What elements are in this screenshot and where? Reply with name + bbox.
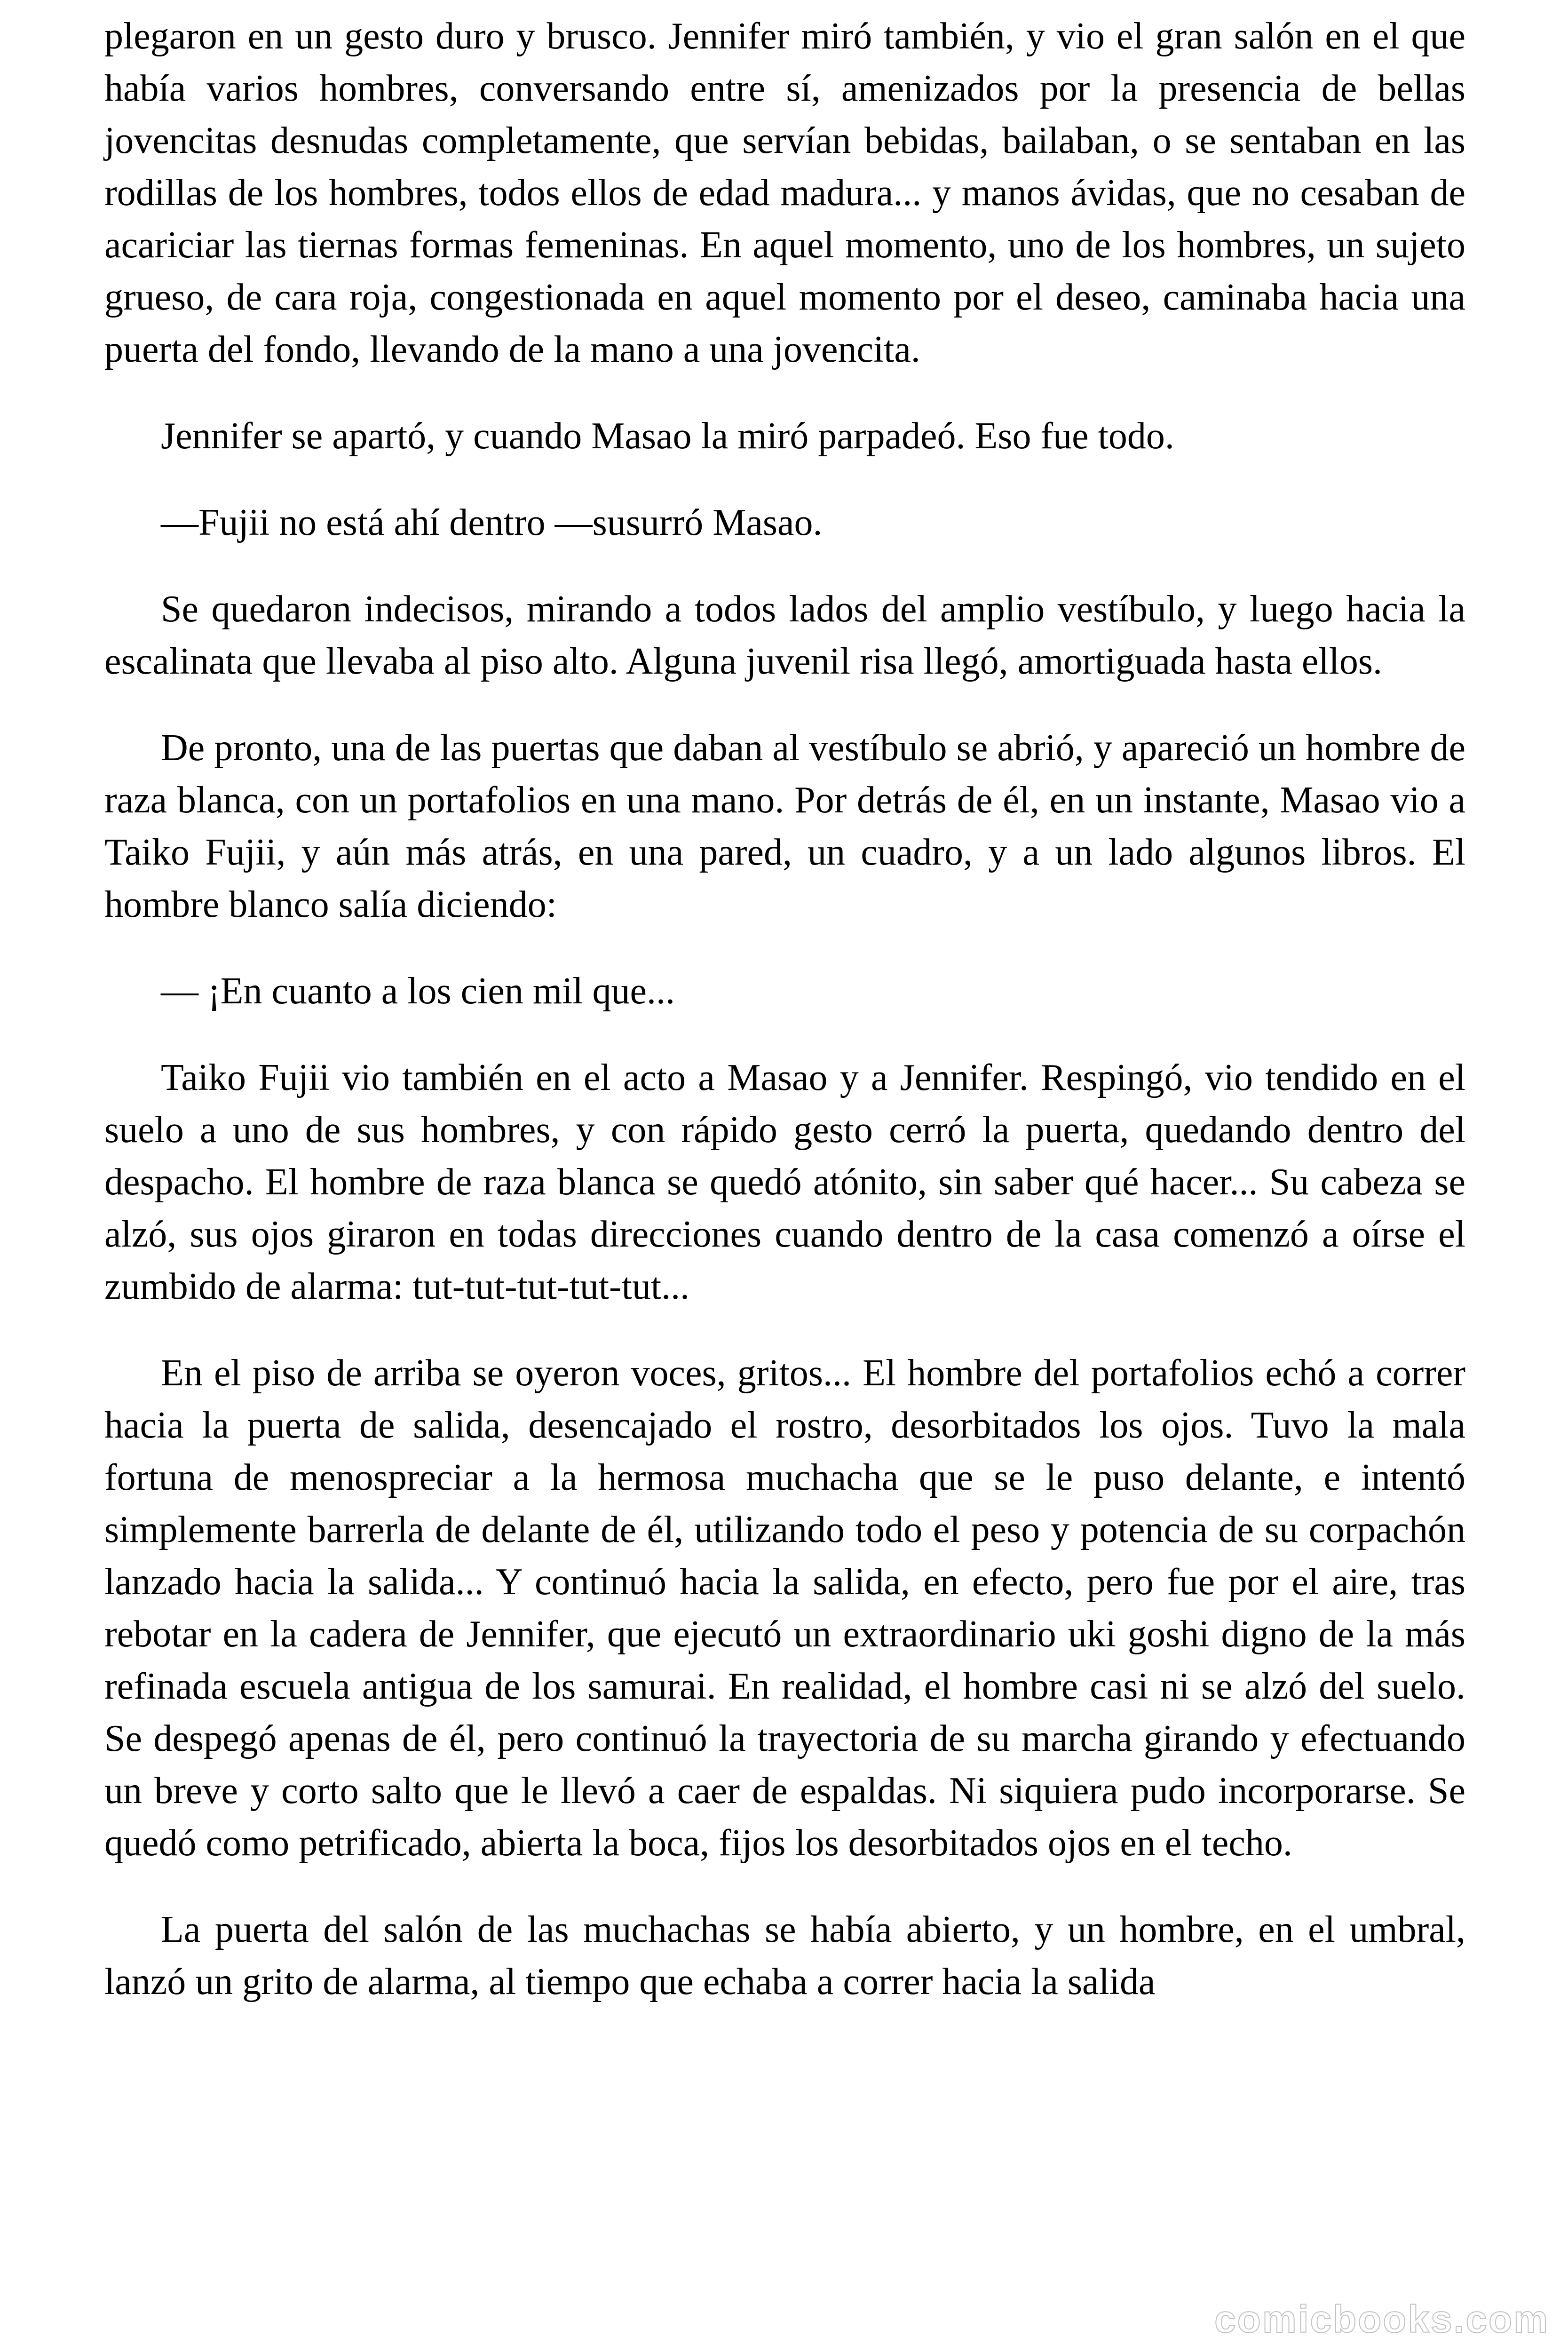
paragraph-7: Taiko Fujii vio también en el acto a Masao y a Jennifer. Respingó, vio tendido en el suelo a uno de sus hombres, y con rápido gesto cerró la puerta, quedando dentro del despacho. El hombre de raza blanca se quedó atónito, sin saber qué hacer... Su cabeza se alzó, sus ojos giraron en todas direcciones cuando dentro de la casa comenzó a oírse el zumbido de alarma: tut-tut-tut-tut-tut... bbox=[104, 1057, 1465, 1307]
page-body bbox=[104, 10, 1465, 2008]
paragraph-8: En el piso de arriba se oyeron voces, gritos... El hombre del portafolios echó a correr hacia la puerta de salida, desencajado el rostro, desorbitados los ojos. Tuvo la mala fortuna de menospreciar a la hermosa muchacha que se le puso delante, e intentó simplemente barrerla de delante de él, utilizando todo el peso y potencia de su corpachón lanzado hacia la salida... Y continuó hacia la salida, en efecto, pero fue por el aire, tras rebotar en la cadera de Jennifer, que ejecutó un extraordinario uki goshi digno de la más refinada escuela antigua de los samurai. En realidad, el hombre casi ni se alzó del suelo. Se despegó apenas de él, pero continuó la trayectoria de su marcha girando y efectuando un breve y corto salto que le llevó a caer de espaldas. Ni siquiera pudo incorporarse. Se quedó como petrificado, abierta la boca, fijos los desorbitados ojos en el techo. bbox=[104, 1352, 1465, 1864]
paragraph-2: Jennifer se apartó, y cuando Masao la miró parpadeó. Eso fue todo. bbox=[161, 415, 1174, 457]
paragraph-6: — ¡En cuanto a los cien mil que... bbox=[161, 970, 675, 1012]
paragraph-5: De pronto, una de las puertas que daban al vestíbulo se abrió, y apareció un hombre de raza blanca, con un portafolios en una mano. Por detrás de él, en un instante, Masao vio a Taiko Fujii, y aún más atrás, en una pared, un cuadro, y a un lado algunos libros. El hombre blanco salía diciendo: bbox=[104, 727, 1465, 925]
paragraph-9: La puerta del salón de las muchachas se había abierto, y un hombre, en el umbral, lanzó un grito de alarma, al tiempo que echaba a correr hacia la salida bbox=[104, 1909, 1465, 2002]
paragraph-4: Se quedaron indecisos, mirando a todos lados del amplio vestíbulo, y luego hacia la escalinata que llevaba al piso alto. Alguna juvenil risa llegó, amortiguada hasta ellos. bbox=[104, 588, 1465, 682]
paragraph-1: plegaron en un gesto duro y brusco. Jennifer miró también, y vio el gran salón en el que había varios hombres, conversando entre sí, amenizados por la presencia de bellas jovencitas desnudas completamente, que servían bebidas, bailaban, o se sentaban en las rodillas de los hombres, todos ellos de edad madura... y manos ávidas, que no cesaban de acariciar las tiernas formas femeninas. En aquel momento, uno de los hombres, un sujeto grueso, de cara roja, congestionada en aquel momento por el deseo, caminaba hacia una puerta del fondo, llevando de la mano a una jovencita. bbox=[104, 16, 1465, 370]
paragraph-3: —Fujii no está ahí dentro —susurró Masao. bbox=[161, 502, 823, 543]
watermark-logo: comicbooks.com bbox=[1214, 2298, 1549, 2341]
